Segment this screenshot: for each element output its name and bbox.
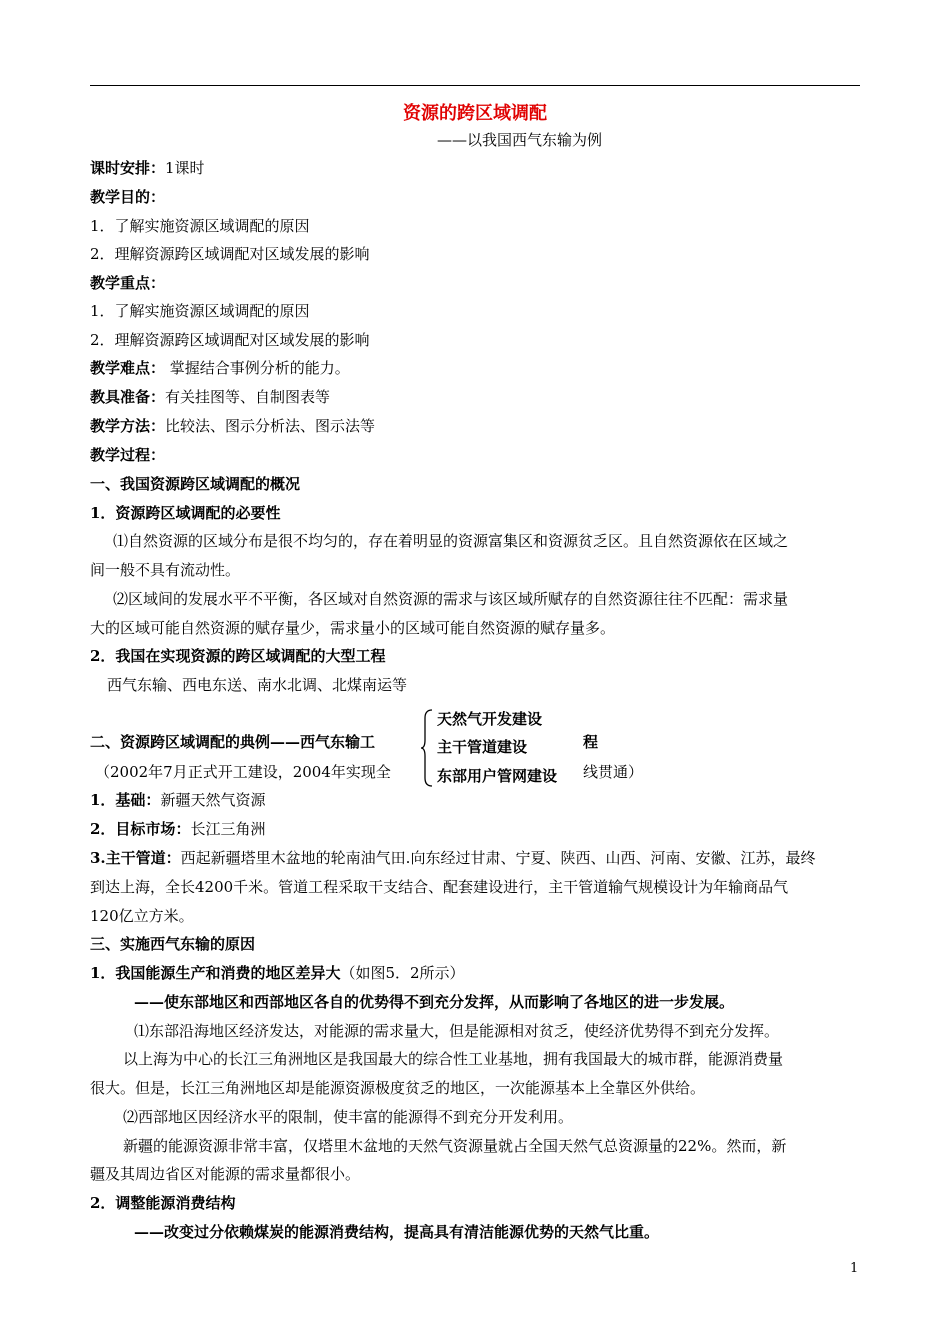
paragraph: ⑵区域间的发展水平不平衡，各区域对自然资源的需求与该区域所赋存的自然资源往往不匹配：需求量 bbox=[113, 590, 789, 608]
tools-line bbox=[90, 387, 330, 407]
paragraph: 大的区域可能自然资源的赋存量少，需求量小的区域可能自然资源的赋存量多。 bbox=[90, 619, 616, 637]
objective-item: 1．了解实施资源区域调配的原因 bbox=[90, 217, 310, 235]
section2-heading-end: 程 bbox=[583, 733, 599, 751]
page-number: 1 bbox=[850, 1261, 859, 1276]
tools-value: 有关挂图等、自制图表等 bbox=[165, 388, 331, 406]
difficulty-label: 教学难点： bbox=[90, 359, 166, 377]
pipeline-label: 3.主干管道： bbox=[90, 849, 181, 867]
curly-brace-icon bbox=[420, 708, 434, 788]
paragraph: ⑵西部地区因经济水平的限制，使丰富的能源得不到充分开发利用。 bbox=[123, 1108, 574, 1126]
paragraph: 新疆的能源资源非常丰富，仅塔里木盆地的天然气资源量就占全国天然气总资源量的22%。然而，新 bbox=[123, 1137, 787, 1155]
paragraph: 疆及其周边省区对能源的需求量都很小。 bbox=[90, 1165, 361, 1183]
brace-item: 主干管道建设 bbox=[437, 738, 528, 756]
doc-subtitle: ——以我国西气东输为例 bbox=[436, 131, 602, 149]
section3-sub2: 2．调整能源消费结构 bbox=[90, 1194, 236, 1212]
market-value: 长江三角洲 bbox=[190, 820, 266, 838]
section3-sub1-line bbox=[90, 963, 465, 983]
section2-note-end: 线贯通） bbox=[583, 763, 644, 781]
paragraph: 以上海为中心的长江三角洲地区是我国最大的综合性工业基地，拥有我国最大的城市群，能源消费量 bbox=[123, 1050, 784, 1068]
section3-sub1: 1．我国能源生产和消费的地区差异大 bbox=[90, 964, 341, 982]
emphasis-line: ——改变过分依赖煤炭的能源消费结构，提高具有清洁能源优势的天然气比重。 bbox=[134, 1223, 660, 1241]
tools-label: 教具准备： bbox=[90, 388, 166, 406]
schedule-label: 课时安排： bbox=[90, 159, 166, 177]
market-label: 2．目标市场： bbox=[90, 820, 191, 838]
methods-value: 比较法、图示分析法、图示法等 bbox=[165, 417, 376, 435]
schedule-line bbox=[90, 158, 205, 178]
section1-sub1: 1．资源跨区域调配的必要性 bbox=[90, 504, 281, 522]
doc-title: 资源的跨区域调配 bbox=[403, 103, 547, 124]
paragraph: 很大。但是，长江三角洲地区却是能源资源极度贫乏的地区，一次能源基本上全靠区外供给。 bbox=[90, 1079, 706, 1097]
difficulty-line bbox=[90, 358, 350, 378]
section3-sub1-note: （如图5．2所示） bbox=[340, 964, 465, 982]
paragraph: 120亿立方米。 bbox=[90, 907, 194, 925]
process-label: 教学过程： bbox=[90, 446, 166, 464]
key-points-label: 教学重点： bbox=[90, 274, 166, 292]
objective-item: 2．理解资源跨区域调配对区域发展的影响 bbox=[90, 245, 370, 263]
paragraph: ⑴东部沿海地区经济发达，对能源的需求量大，但是能源相对贫乏，使经济优势得不到充分发挥。 bbox=[134, 1022, 780, 1040]
methods-line bbox=[90, 416, 375, 436]
key-point-item: 2．理解资源跨区域调配对区域发展的影响 bbox=[90, 331, 370, 349]
methods-label: 教学方法： bbox=[90, 417, 166, 435]
key-point-item: 1．了解实施资源区域调配的原因 bbox=[90, 302, 310, 320]
brace-item: 天然气开发建设 bbox=[437, 710, 543, 728]
projects-list: 西气东输、西电东送、南水北调、北煤南运等 bbox=[107, 676, 408, 694]
section1-sub2: 2．我国在实现资源的跨区域调配的大型工程 bbox=[90, 647, 386, 665]
brace-item: 东部用户管网建设 bbox=[437, 767, 558, 785]
header-rule bbox=[90, 85, 860, 86]
paragraph: 到达上海，全长4200千米。管道工程采取干支结合、配套建设进行，主干管道输气规模设计为年输商品气 bbox=[90, 878, 789, 896]
basis-line bbox=[90, 790, 265, 810]
pipeline-line bbox=[90, 848, 815, 868]
paragraph: 间一般不具有流动性。 bbox=[90, 561, 241, 579]
schedule-value: 1课时 bbox=[165, 159, 205, 177]
difficulty-value: 掌握结合事例分析的能力。 bbox=[165, 359, 350, 377]
section2-heading: 二、资源跨区域调配的典例——西气东输工 bbox=[90, 733, 376, 751]
basis-label: 1．基础： bbox=[90, 791, 161, 809]
section2-note: （2002年7月正式开工建设，2004年实现全 bbox=[95, 763, 391, 781]
paragraph: ⑴自然资源的区域分布是很不均匀的，存在着明显的资源富集区和资源贫乏区。且自然资源依在区域之 bbox=[113, 532, 789, 550]
section1-heading: 一、我国资源跨区域调配的概况 bbox=[90, 475, 301, 493]
basis-value: 新疆天然气资源 bbox=[160, 791, 266, 809]
pipeline-text: 西起新疆塔里木盆地的轮南油气田.向东经过甘肃、宁夏、陕西、山西、河南、安徽、江苏，最终 bbox=[180, 849, 816, 867]
emphasis-line: ——使东部地区和西部地区各自的优势得不到充分发挥，从而影响了各地区的进一步发展。 bbox=[134, 993, 735, 1011]
market-line bbox=[90, 819, 265, 839]
objectives-label: 教学目的： bbox=[90, 188, 166, 206]
section3-heading: 三、实施西气东输的原因 bbox=[90, 935, 256, 953]
